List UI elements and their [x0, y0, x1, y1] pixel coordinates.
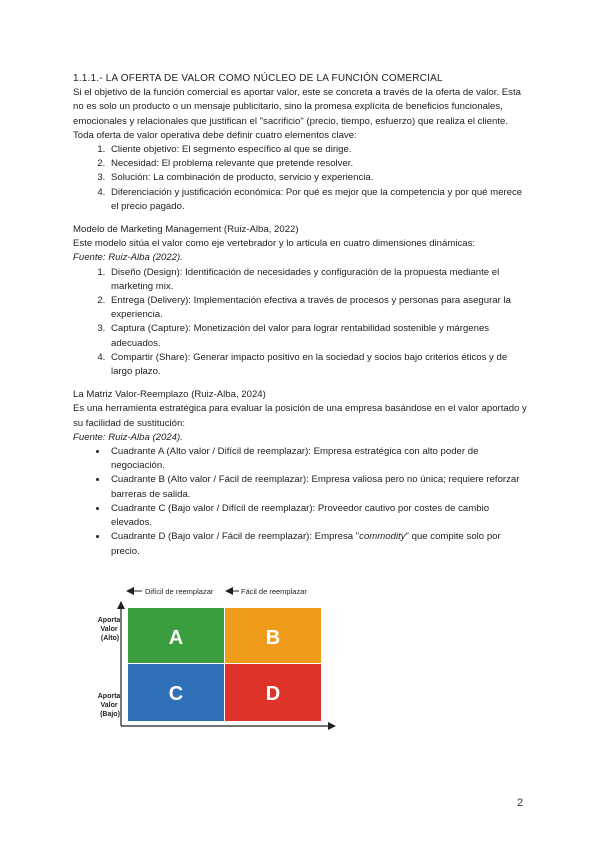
- y-label-high: Aporta Valor (Alto): [97, 617, 121, 642]
- section-heading-value-offer: 1.1.1.- LA OFERTA DE VALOR COMO NÚCLEO DE LA FUNCIÓN COMERCIAL: [73, 73, 443, 84]
- commodity-term: commodity: [359, 531, 406, 543]
- source-citation: Fuente: Ruiz-Alba (2022).: [73, 252, 183, 264]
- page-number: 2: [517, 797, 524, 809]
- source-citation: Fuente: Ruiz-Alba (2024).: [73, 431, 183, 443]
- section-heading-value-matrix: La Matriz Valor-Reemplazo (Ruiz-Alba, 2024): [73, 389, 266, 401]
- bullet-list: [73, 445, 528, 559]
- label-difficult-to-replace: Difícil de reemplazar: [145, 587, 214, 596]
- value-replacement-matrix-figure: [73, 578, 360, 756]
- label-easy-to-replace: Fácil de reemplazar: [241, 587, 307, 596]
- list-item: • Cuadrante A (Alto valor / Difícil de reemplazar): Empresa estratégica con alto poder de negociación.: [108, 445, 528, 473]
- quadrant-b-label: B: [265, 627, 281, 649]
- matrix-diagram: [73, 578, 360, 756]
- numbered-list: [73, 143, 528, 214]
- section-heading-marketing-model: Modelo de Marketing Management (Ruiz-Alba, 2022): [73, 224, 299, 236]
- list-item: 3. Solución: La combinación de producto, servicio y experiencia.: [108, 171, 528, 185]
- paragraph: Toda oferta de valor operativa debe definir cuatro elementos clave:: [73, 129, 357, 141]
- quadrant-c-label: C: [168, 683, 184, 705]
- page-content: [73, 72, 528, 559]
- list-item: 1. Cliente objetivo: El segmento específico al que se dirige.: [108, 143, 528, 157]
- list-item: 2. Necesidad: El problema relevante que pretende resolver.: [108, 157, 528, 171]
- list-item: 3. Captura (Capture): Monetización del valor para lograr rentabilidad sostenible y márgenes adecuados.: [108, 322, 528, 350]
- list-item: • Cuadrante B (Alto valor / Fácil de reemplazar): Empresa valiosa pero no única; requiere reforzar barreras de salida.: [108, 473, 528, 501]
- list-item: • Cuadrante D (Bajo valor / Fácil de reemplazar): Empresa "commodity" que compite solo por precio.: [108, 530, 528, 558]
- paragraph: Es una herramienta estratégica para evaluar la posición de una empresa basándose en el valor aportado y su facilidad de sustitución:: [73, 403, 527, 429]
- quadrant-d-label: D: [265, 683, 281, 705]
- numbered-list: [73, 266, 528, 380]
- list-item: 4. Diferenciación y justificación económica: Por qué es mejor que la competencia y por qué merece el precio pagado.: [108, 186, 528, 214]
- paragraph: Si el objetivo de la función comercial es aportar valor, este se concreta a través de la oferta de valor. Esta no es solo un producto o un mensaje publicitario, sino la promesa explícita de beneficios funcionales, emocionales y relacionales que justifican el "sacrificio" (precio, tiempo, esfuerzo) que realiza el cliente.: [73, 87, 521, 127]
- paragraph: Este modelo sitúa el valor como eje vertebrador y lo articula en cuatro dimensiones dinámicas:: [73, 238, 476, 250]
- list-item: • Cuadrante C (Bajo valor / Difícil de reemplazar): Proveedor cautivo por costes de cambio elevados.: [108, 502, 528, 530]
- list-item: 4. Compartir (Share): Generar impacto positivo en la sociedad y socios bajo criterios éticos y de largo plazo.: [108, 351, 528, 379]
- list-item: 2. Entrega (Delivery): Implementación efectiva a través de procesos y personas para asegurar la experiencia.: [108, 294, 528, 322]
- y-label-low: Aporta Valor (Bajo): [97, 693, 121, 718]
- list-item: 1. Diseño (Design): Identificación de necesidades y configuración de la propuesta mediante el marketing mix.: [108, 266, 528, 294]
- quadrant-a-label: A: [168, 627, 184, 649]
